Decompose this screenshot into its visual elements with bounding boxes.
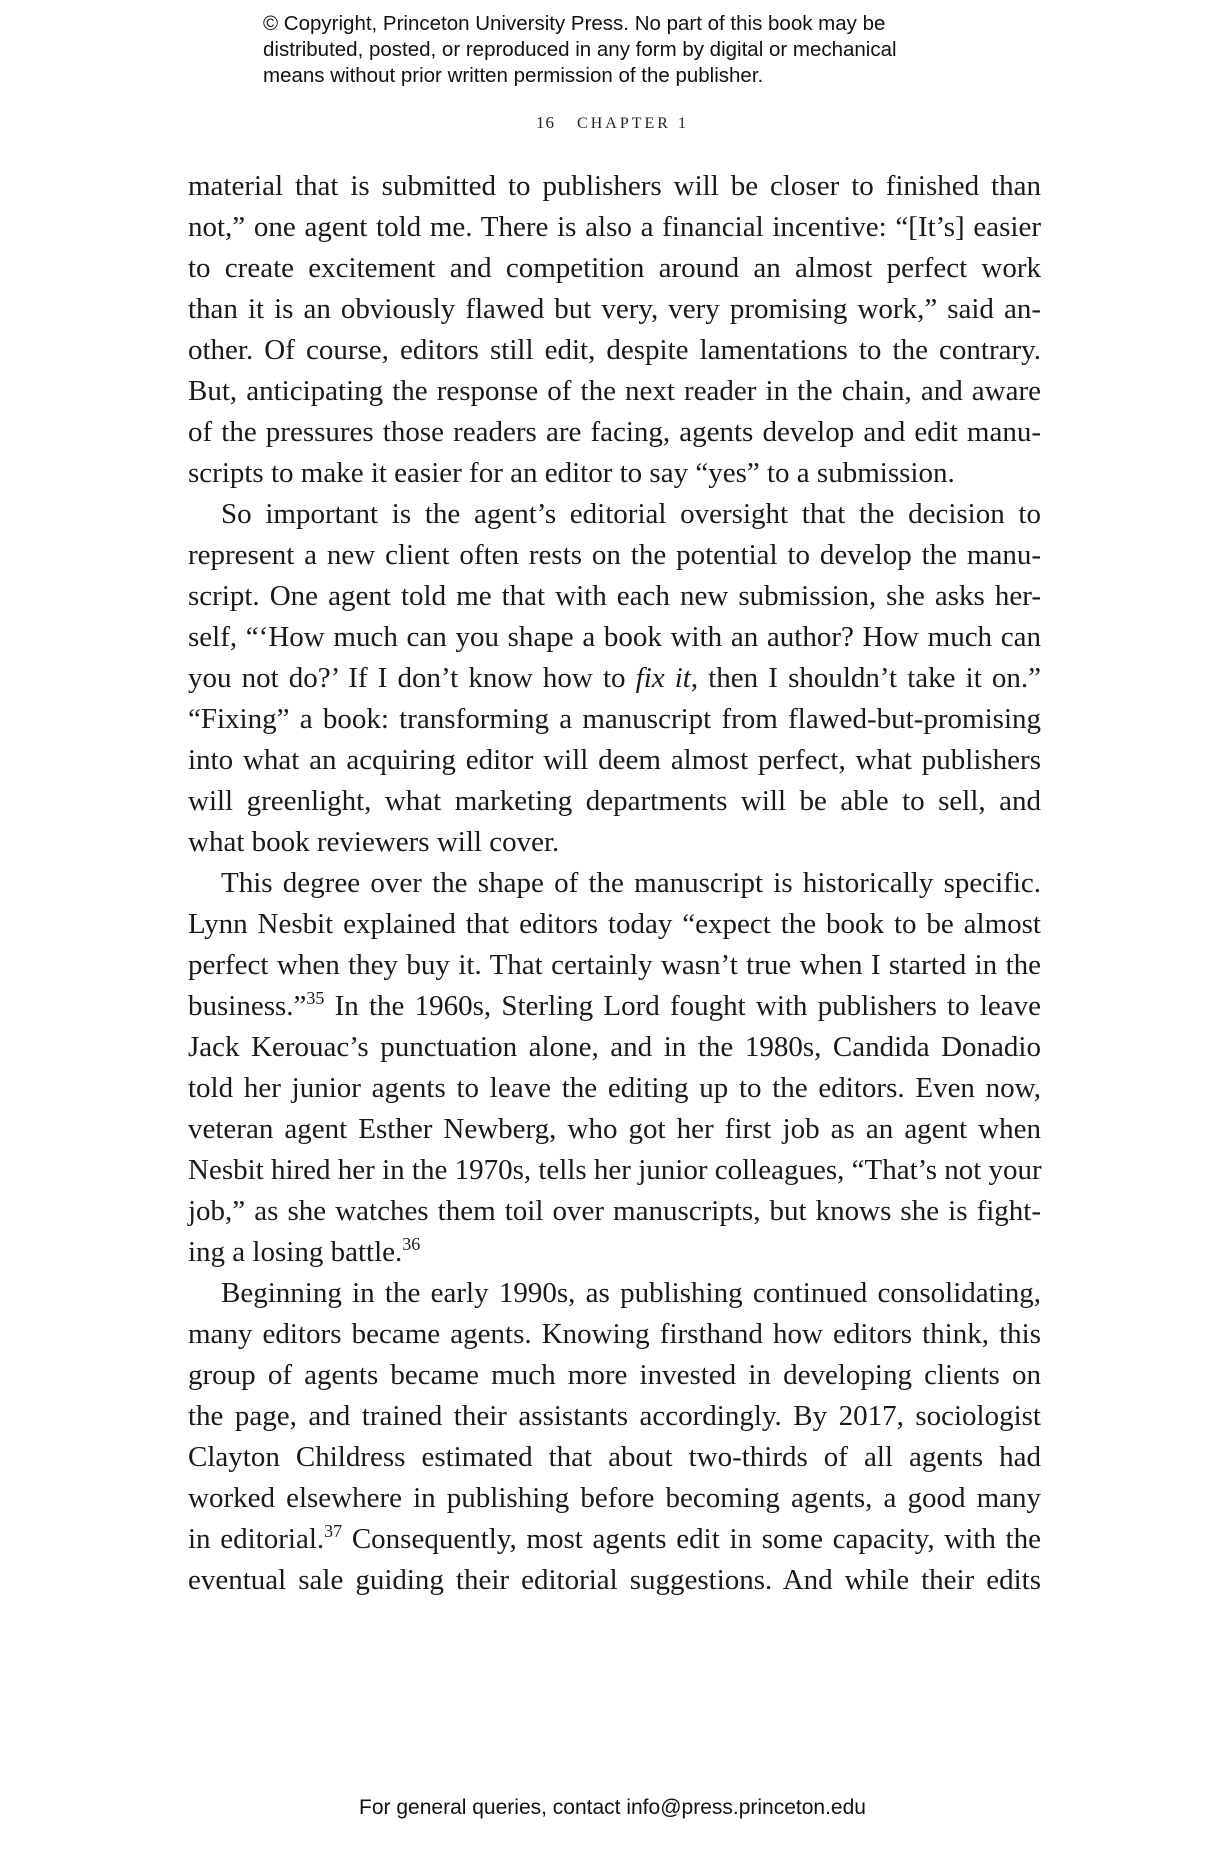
text-line: But, anticipating the response of the next reader in the chain, and aware — [188, 375, 1041, 407]
text-line: scripts to make it easier for an editor to say “yes” to a submission. — [188, 457, 955, 489]
text-line — [188, 1232, 1041, 1273]
text-line: other. Of course, editors still edit, despite lamentations to the contrary. — [188, 334, 1041, 366]
text-line: Jack Kerouac’s punctuation alone, and in the 1980s, Candida Donadio — [188, 1031, 1041, 1063]
text-line: the page, and trained their assistants accordingly. By 2017, sociologist — [188, 1400, 1041, 1432]
text-segment: in editorial. — [188, 1523, 325, 1555]
text-line: than it is an obviously flawed but very, very promising work,” said an- — [188, 293, 1041, 325]
body-text — [188, 166, 1041, 1601]
text-line — [188, 986, 1041, 1027]
copyright-line: means without prior written permission of the publisher. — [263, 64, 764, 87]
text-line: not,” one agent told me. There is also a financial incentive: “[It’s] easier — [188, 211, 1041, 243]
italic-text: fix it — [635, 662, 691, 694]
footnote-marker: 35 — [306, 988, 325, 1008]
text-segment: In the 1960s, Sterling Lord fought with publishers to leave — [324, 990, 1041, 1022]
text-line: of the pressures those readers are facing, agents develop and edit manu- — [188, 416, 1041, 448]
text-line: group of agents became much more invested in developing clients on — [188, 1359, 1041, 1391]
text-segment: ing a losing battle. — [188, 1236, 403, 1268]
text-line: told her junior agents to leave the editing up to the editors. Even now, — [188, 1072, 1041, 1104]
copyright-line: © Copyright, Princeton University Press. No part of this book may be — [263, 12, 886, 35]
text-line: perfect when they buy it. That certainly wasn’t true when I started in the — [188, 949, 1041, 981]
paragraph-1 — [188, 166, 1041, 494]
text-line: represent a new client often rests on the potential to develop the manu- — [188, 539, 1041, 571]
text-line: worked elsewhere in publishing before becoming agents, a good many — [188, 1482, 1041, 1514]
text-segment: , then I shouldn’t take it on.” — [690, 662, 1042, 694]
paragraph-3 — [188, 863, 1041, 1273]
text-line: script. One agent told me that with each new submission, she asks her- — [188, 580, 1041, 612]
text-line: will greenlight, what marketing departments will be able to sell, and — [188, 785, 1041, 817]
contact-footer: For general queries, contact info@press.princeton.edu — [359, 1796, 866, 1819]
text-line: what book reviewers will cover. — [188, 826, 560, 858]
text-line: to create excitement and competition around an almost perfect work — [188, 252, 1041, 284]
text-line: Clayton Childress estimated that about two-thirds of all agents had — [188, 1441, 1041, 1473]
text-line: eventual sale guiding their editorial suggestions. And while their edits — [188, 1564, 1041, 1596]
paragraph-4 — [188, 1273, 1041, 1601]
text-line — [188, 658, 1041, 699]
text-line: job,” as she watches them toil over manuscripts, but knows she is fight- — [188, 1195, 1041, 1227]
text-line: So important is the agent’s editorial oversight that the decision to — [221, 498, 1041, 530]
text-line: Nesbit hired her in the 1970s, tells her junior colleagues, “That’s not your — [188, 1154, 1042, 1186]
text-segment: Consequently, most agents edit in some capacity, with the — [342, 1523, 1041, 1555]
text-line: veteran agent Esther Newberg, who got her first job as an agent when — [188, 1113, 1041, 1145]
text-line: “Fixing” a book: transforming a manuscript from flawed-but-promising — [188, 703, 1041, 735]
footnote-marker: 37 — [324, 1521, 343, 1541]
running-head — [0, 113, 1225, 133]
copyright-notice — [263, 11, 983, 89]
text-line: many editors became agents. Knowing firsthand how editors think, this — [188, 1318, 1041, 1350]
footnote-marker: 36 — [402, 1234, 421, 1254]
chapter-title: CHAPTER 1 — [577, 115, 689, 132]
text-line: self, “‘How much can you shape a book with an author? How much can — [188, 621, 1041, 653]
text-segment: business.” — [188, 990, 307, 1022]
text-line: into what an acquiring editor will deem almost perfect, what publishers — [188, 744, 1041, 776]
text-line: material that is submitted to publishers will be closer to finished than — [188, 170, 1041, 202]
text-line: This degree over the shape of the manuscript is historically specific. — [221, 867, 1041, 899]
text-line: Lynn Nesbit explained that editors today “expect the book to be almost — [188, 908, 1041, 940]
paragraph-2 — [188, 494, 1041, 863]
text-line — [188, 1519, 1041, 1560]
text-line: Beginning in the early 1990s, as publishing continued consolidating, — [221, 1277, 1041, 1309]
copyright-line: distributed, posted, or reproduced in any form by digital or mechanical — [263, 38, 897, 61]
page-number: 16 — [536, 113, 556, 132]
text-segment: you not do?’ If I don’t know how to — [188, 662, 636, 694]
